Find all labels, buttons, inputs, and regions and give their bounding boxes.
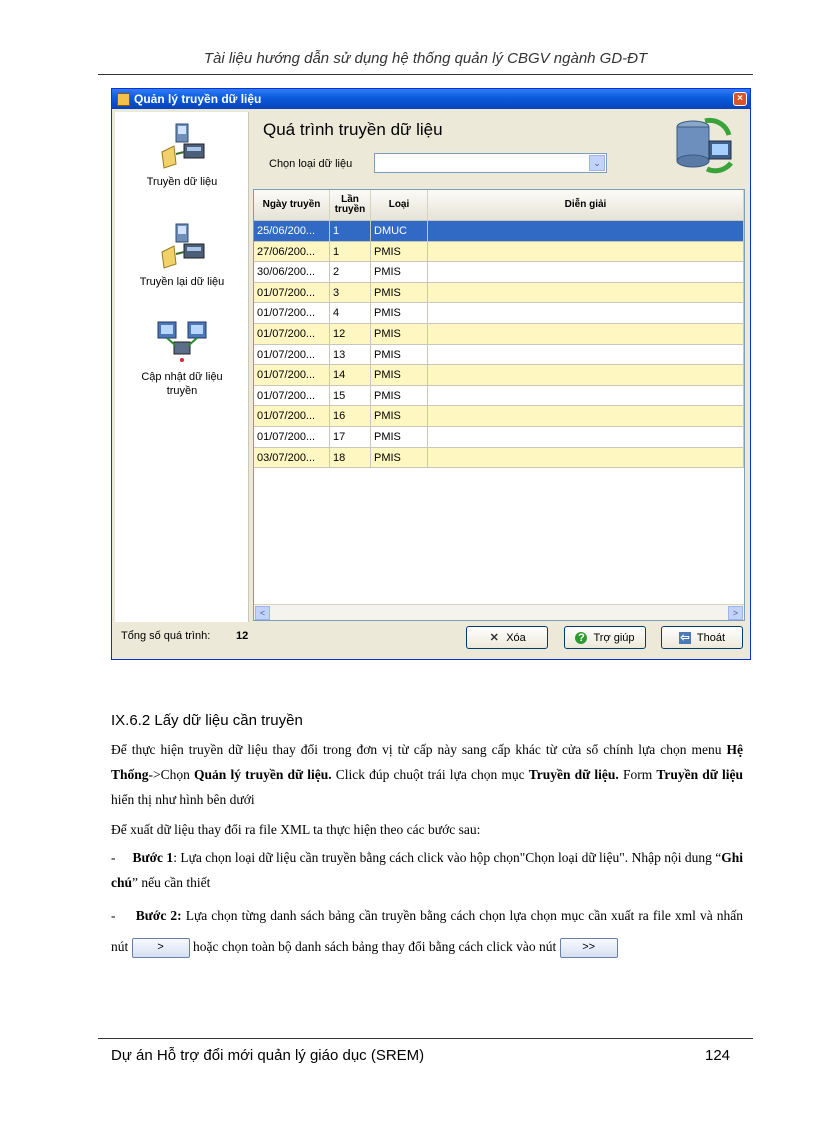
table-row[interactable] [254, 324, 744, 345]
scroll-right-button[interactable]: > [728, 606, 743, 620]
column-header-date[interactable]: Ngày truyền [254, 190, 330, 220]
nav-panel [115, 112, 249, 622]
grid-rows [254, 221, 744, 468]
cell-count: 13 [330, 345, 371, 365]
app-icon [117, 93, 130, 106]
cell-description [428, 303, 744, 323]
cell-description [428, 448, 744, 468]
bold-text: Bước 1 [132, 850, 174, 865]
exit-icon: ⇦ [680, 631, 690, 644]
cell-type: PMIS [371, 365, 428, 385]
data-type-select[interactable] [374, 153, 607, 173]
filter-label: Chọn loại dữ liệu [269, 158, 353, 170]
section-heading: IX.6.2 Lấy dữ liệu cần truyền [111, 712, 303, 729]
grid-header [254, 190, 744, 221]
bullet-dash: - [111, 850, 116, 865]
cell-description [428, 242, 744, 262]
cell-type: PMIS [371, 448, 428, 468]
transfer-data-icon [156, 122, 208, 172]
table-row[interactable] [254, 448, 744, 469]
paragraph-steps-intro: Để xuất dữ liệu thay đổi ra file XML ta thực hiện theo các bước sau: [111, 822, 481, 837]
cell-type: PMIS [371, 427, 428, 447]
cell-description [428, 365, 744, 385]
chevron-down-icon[interactable]: ⌄ [589, 155, 605, 171]
cell-date: 01/07/200... [254, 303, 330, 323]
cell-type: PMIS [371, 386, 428, 406]
cell-type: PMIS [371, 303, 428, 323]
column-header-type[interactable]: Loại [371, 190, 428, 220]
help-button[interactable] [564, 626, 646, 649]
paragraph-step-2 [111, 900, 743, 962]
text: Form [618, 767, 657, 782]
bold-text: Quản lý truyền dữ liệu. [194, 767, 332, 782]
cell-date: 27/06/200... [254, 242, 330, 262]
bold-text: Ghi chú [111, 850, 744, 890]
table-row[interactable] [254, 242, 744, 263]
cell-date: 01/07/200... [254, 386, 330, 406]
cell-type: PMIS [371, 345, 428, 365]
nav-item-retransfer-data[interactable] [115, 222, 249, 288]
database-sync-icon [671, 115, 737, 177]
text: : Lựa chọn loại dữ liệu cần truyền bằng cách click vào hộp chọn"Chọn loại dữ liệu". Nhập nội dung “ [173, 850, 722, 865]
transfer-management-window [111, 88, 751, 660]
window-title: Quản lý truyền dữ liệu [134, 92, 262, 106]
total-count-value: 12 [236, 630, 249, 642]
text: Click đúp chuột trái lựa chọn mục [331, 767, 529, 782]
bold-text: Bước 2: [135, 908, 182, 923]
table-row[interactable] [254, 262, 744, 283]
cell-count: 4 [330, 303, 371, 323]
text: ->Chọn [148, 767, 195, 782]
retransfer-data-icon [156, 222, 208, 272]
transfer-history-grid [253, 189, 745, 621]
cell-description [428, 345, 744, 365]
column-header-count[interactable]: Lần truyền [330, 190, 371, 220]
cell-count: 3 [330, 283, 371, 303]
bold-text: Truyền dữ liệu [656, 767, 743, 782]
cell-description [428, 283, 744, 303]
help-icon: ? [575, 632, 587, 644]
cell-count: 17 [330, 427, 371, 447]
nav-label-update-transfer: Cập nhật dữ liệu truyền [141, 371, 223, 397]
bullet-dash: - [111, 908, 116, 923]
bold-text: Truyền dữ liệu. [528, 767, 619, 782]
page-number: 124 [705, 1047, 731, 1064]
cell-type: PMIS [371, 406, 428, 426]
nav-label-transfer-data: Truyền dữ liệu [146, 176, 218, 188]
table-row[interactable] [254, 406, 744, 427]
text: hiển thị như hình bên dưới [111, 792, 255, 807]
cell-type: PMIS [371, 324, 428, 344]
bold-text: Hệ Thống [111, 742, 743, 782]
cell-description [428, 324, 744, 344]
footer-project: Dự án Hỗ trợ đổi mới quản lý giáo dục (SREM) [111, 1047, 425, 1064]
move-all-button-image: >> [560, 938, 618, 958]
help-button-label: Trợ giúp [593, 631, 635, 644]
nav-item-update-transfer[interactable] [115, 316, 249, 398]
text: ” nếu cần thiết [132, 875, 211, 890]
page-header-title: Tài liệu hướng dẫn sử dụng hệ thống quản lý CBGV ngành GD-ĐT [203, 50, 648, 67]
cell-count: 1 [330, 242, 371, 262]
cell-description [428, 427, 744, 447]
table-row[interactable] [254, 345, 744, 366]
cell-date: 25/06/200... [254, 221, 330, 241]
cell-date: 01/07/200... [254, 365, 330, 385]
total-count-label: Tổng số quá trình: [121, 630, 211, 642]
nav-label-retransfer-data: Truyền lại dữ liệu [139, 276, 225, 288]
footer-rule [98, 1038, 753, 1039]
text: Lựa chọn từng danh sách bảng cần truyền bằng cách chọn lựa chọn mục cần xuất ra file xml và nhấn nút [111, 908, 743, 954]
cell-description [428, 406, 744, 426]
paragraph-intro [111, 737, 743, 812]
window-titlebar [112, 89, 750, 109]
cell-count: 16 [330, 406, 371, 426]
table-row[interactable] [254, 283, 744, 304]
cell-count: 1 [330, 221, 371, 241]
content-title: Quá trình truyền dữ liệu [263, 120, 443, 139]
cell-date: 01/07/200... [254, 427, 330, 447]
paragraph-step-1 [111, 845, 743, 895]
cell-date: 01/07/200... [254, 345, 330, 365]
cell-count: 14 [330, 365, 371, 385]
cell-description [428, 386, 744, 406]
cell-date: 03/07/200... [254, 448, 330, 468]
header-rule [98, 74, 753, 75]
column-header-description[interactable]: Diễn giải [428, 190, 744, 220]
table-row[interactable] [254, 427, 744, 448]
cell-type: DMUC [371, 221, 428, 241]
exit-button[interactable] [661, 626, 743, 649]
cell-date: 01/07/200... [254, 283, 330, 303]
table-row[interactable] [254, 303, 744, 324]
cell-count: 2 [330, 262, 371, 282]
horizontal-scrollbar[interactable] [254, 604, 744, 620]
table-row[interactable] [254, 365, 744, 386]
cell-date: 30/06/200... [254, 262, 330, 282]
cell-date: 01/07/200... [254, 406, 330, 426]
delete-button[interactable] [466, 626, 548, 649]
table-row[interactable] [254, 221, 744, 242]
exit-button-label: Thoát [696, 631, 726, 644]
update-transfer-icon [154, 316, 210, 366]
delete-button-label: Xóa [506, 631, 526, 644]
cell-type: PMIS [371, 262, 428, 282]
cell-count: 18 [330, 448, 371, 468]
cell-description [428, 221, 744, 241]
cell-date: 01/07/200... [254, 324, 330, 344]
text: hoặc chọn toàn bộ danh sách bảng thay đổi bằng cách click vào nút [189, 939, 560, 954]
cell-count: 12 [330, 324, 371, 344]
cell-description [428, 262, 744, 282]
cell-type: PMIS [371, 242, 428, 262]
delete-icon: ✕ [489, 631, 499, 644]
nav-item-transfer-data[interactable] [115, 122, 249, 188]
table-row[interactable] [254, 386, 744, 407]
close-button[interactable]: × [733, 92, 747, 106]
scroll-left-button[interactable]: < [255, 606, 270, 620]
text: Để thực hiện truyền dữ liệu thay đổi trong đơn vị từ cấp này sang cấp khác từ cửa sổ chính lựa chọn menu [111, 742, 727, 757]
cell-count: 15 [330, 386, 371, 406]
move-selected-button-image: > [132, 938, 190, 958]
cell-type: PMIS [371, 283, 428, 303]
